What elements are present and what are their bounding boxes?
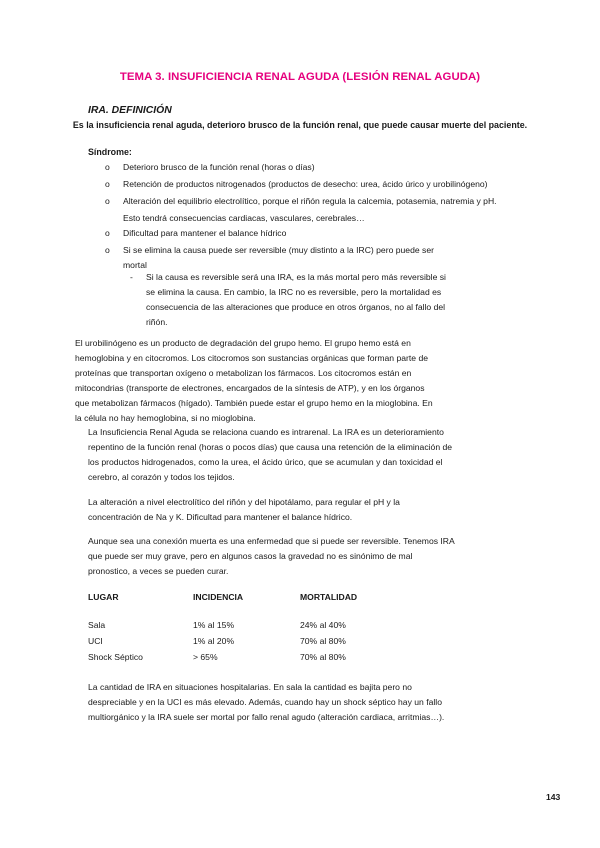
table-cell: 1% al 20% [193, 636, 235, 646]
list-item: Alteración del equilibrio electrolítico, porque el riñón regula la calcemia, potasemia, natremia y pH. [123, 196, 497, 206]
text-line: cerebro, al corazón y todos los tejidos. [88, 472, 235, 482]
text-line: que metabolizan fármacos (hígado). También puede estar el grupo hemo en la mioglobina. En [75, 398, 433, 408]
bullet-marker: o [105, 162, 110, 172]
paragraph-reversible [88, 534, 513, 579]
table-header-cell: LUGAR [88, 592, 119, 602]
text-line: concentración de Na y K. Dificultad para mantener el balance hídrico. [88, 512, 353, 522]
table-cell: 1% al 15% [193, 620, 235, 630]
table-row [88, 618, 508, 633]
table-cell: 70% al 80% [300, 652, 346, 662]
list-item: Dificultad para mantener el balance hídrico [123, 228, 287, 238]
list-item-continuation: Esto tendrá consecuencias cardiacas, vasculares, cerebrales… [123, 213, 365, 223]
list-item-continuation: mortal [123, 260, 147, 270]
text-line: despreciable y en la UCI es más elevado. Además, cuando hay un shock séptico hay un fallo [88, 697, 442, 707]
text-line: Aunque sea una conexión muerta es una enfermedad que si puede ser reversible. Tenemos IRA [88, 536, 455, 546]
text-line: multiorgánico y la IRA suele ser mortal por fallo renal agudo (alteración cardiaca, arritmias…). [88, 712, 445, 722]
table-header-row [88, 590, 508, 605]
table-header-cell: INCIDENCIA [193, 592, 244, 602]
list-item: Deterioro brusco de la función renal (horas o días) [123, 162, 315, 172]
table-cell: > 65% [193, 652, 218, 662]
table-cell: 70% al 80% [300, 636, 346, 646]
definition-text: Es la insuficiencia renal aguda, deterioro brusco de la función renal, que puede causar muerte del paciente. [72, 120, 528, 130]
text-line: los productos hidrogenados, como la urea, el ácido úrico, que se acumulan y dan toxicidad el [88, 457, 443, 467]
bullet-marker: o [105, 179, 110, 189]
page-number: 143 [546, 792, 561, 802]
bullet-marker: o [105, 228, 110, 238]
table-header-cell: MORTALIDAD [300, 592, 358, 602]
bullet-marker: o [105, 245, 110, 255]
text-line: mitocondrias (transporte de electrones, encargados de la síntesis de ATP), y en los órganos [75, 383, 425, 393]
text-line: la célula no hay hemoglobina, si no mioglobina. [75, 413, 256, 423]
section-heading: IRA. DEFINICIÓN [88, 105, 172, 116]
text-line: El urobilinógeno es un producto de degradación del grupo hemo. El grupo hemo está en [75, 338, 411, 348]
subbullet-line: riñón. [146, 317, 168, 327]
text-line: La alteración a nivel electrolítico del riñón y del hipotálamo, para regular el pH y la [88, 497, 400, 507]
text-line: repentino de la función renal (horas o pocos días) que causa una retención de la eliminación de [88, 442, 453, 452]
text-line: proteínas que transportan oxígeno o metabolizan los fármacos. Los citocromos están en [75, 368, 412, 378]
subbullet-line: consecuencia de las alteraciones que produce en otros órganos, no al fallo del [146, 302, 446, 312]
text-line: La cantidad de IRA en situaciones hospitalarias. En sala la cantidad es bajita pero no [88, 682, 412, 692]
table-row [88, 650, 508, 665]
dash-marker: - [130, 272, 133, 282]
text-line: La Insuficiencia Renal Aguda se relaciona cuando es intrarenal. La IRA es un deterioramiento [88, 427, 444, 437]
paragraph-hospitalarias [88, 680, 513, 725]
table-row [88, 634, 508, 649]
text-line: hemoglobina y en citocromos. Los citocromos son sustancias orgánicas que forman parte de [75, 353, 429, 363]
text-line: pronostico, a veces se pueden curar. [88, 566, 229, 576]
list-item: Si se elimina la causa puede ser reversible (muy distinto a la IRC) pero puede ser [123, 245, 434, 255]
table-cell: UCI [88, 636, 103, 646]
text-line: que puede ser muy grave, pero en algunos casos la gravedad no es sinónimo de mal [88, 551, 413, 561]
paragraph-urobilinogeno [75, 336, 525, 426]
page-title: TEMA 3. INSUFICIENCIA RENAL AGUDA (LESIÓN RENAL AGUDA) [119, 71, 481, 83]
sindrome-label: Síndrome: [88, 147, 132, 157]
table-cell: 24% al 40% [300, 620, 346, 630]
bullet-marker: o [105, 196, 110, 206]
subbullet-line: Si la causa es reversible será una IRA, es la más mortal pero más reversible si [146, 272, 446, 282]
paragraph-electrolitico [88, 495, 513, 525]
table-cell: Shock Séptico [88, 652, 143, 662]
subbullet-line: se elimina la causa. En cambio, la IRC no es reversible, pero la mortalidad es [146, 287, 442, 297]
paragraph-ira [88, 425, 513, 485]
list-item: Retención de productos nitrogenados (productos de desecho: urea, ácido úrico y urobilinógeno) [123, 179, 488, 189]
table-cell: Sala [88, 620, 106, 630]
